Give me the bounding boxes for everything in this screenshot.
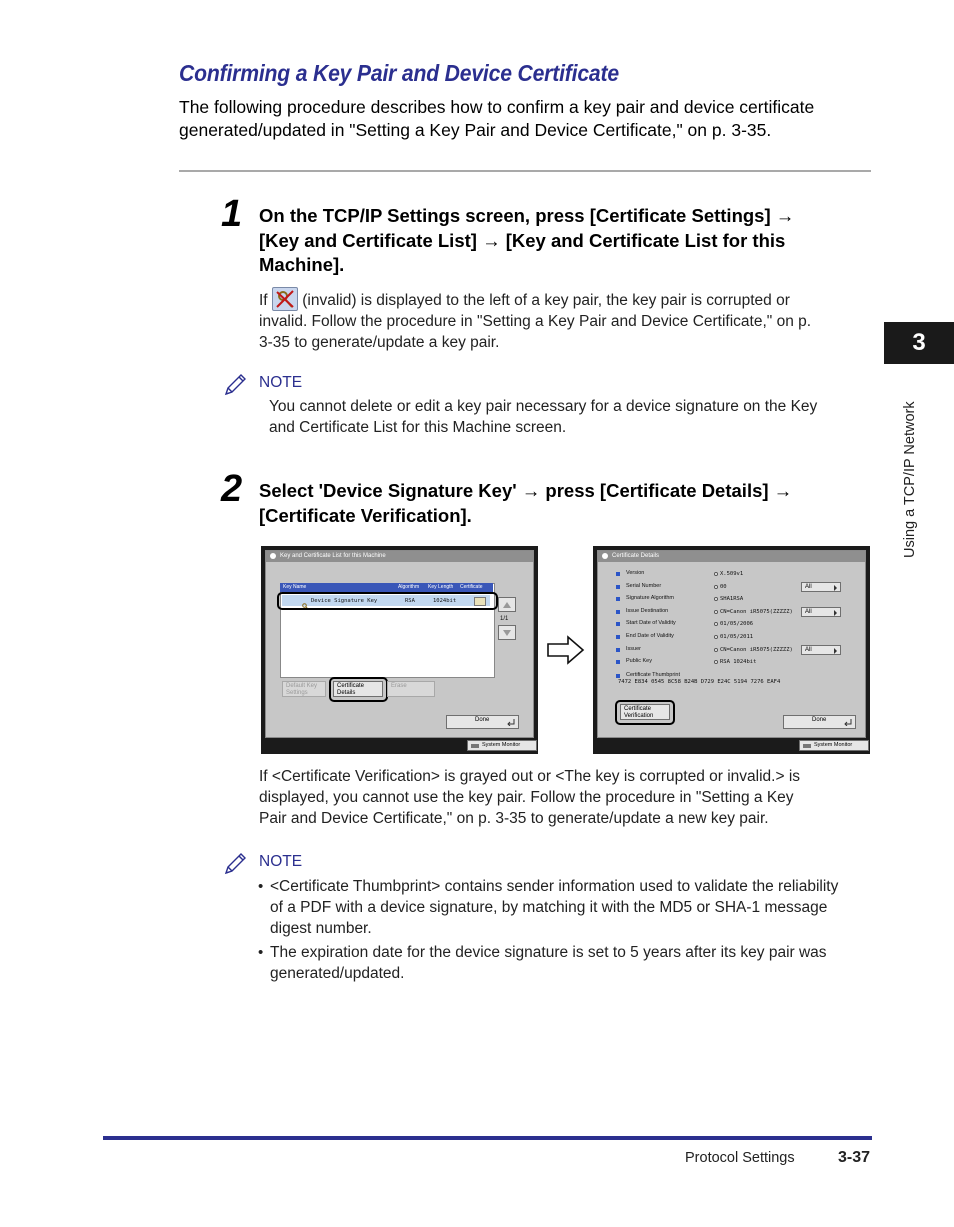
thumbprint-label: Certificate Thumbprint [626,672,681,678]
thumbprint-value: 7472 E834 0545 8C58 B24B D729 E24C 5194 7276 EAF4 [618,679,781,685]
arrow-right-small-icon [834,585,837,591]
key-list-panel [265,550,534,738]
highlight-verification [615,700,675,725]
table-row[interactable]: Device Signature Key RSA 1024bit [282,595,490,606]
field-value: SHA1RSA [720,596,744,603]
field-row [598,569,858,580]
field-value: CN=Canon iR5075(ZZZZZ) [720,646,793,653]
field-label: Issuer [626,645,641,652]
value-marker-icon [714,648,718,652]
list-header: Key Name Algorithm Key Length Certificate [280,583,493,592]
invalid-key-icon [272,287,298,311]
page-number: 3-37 [838,1149,871,1166]
system-monitor-button[interactable]: System Monitor [799,740,869,751]
intro-paragraph [179,96,879,142]
value-marker-icon [714,597,718,601]
footer-section: Protocol Settings [685,1150,795,1166]
field-row [598,632,858,643]
show-all-button[interactable]: All [801,582,841,592]
step-number: 2 [221,468,243,510]
field-bullet-icon [616,648,620,652]
certificate-details-button[interactable]: Certificate Details [333,681,383,697]
list-item: • <Certificate Thumbprint> contains sender information used to validate the reliability of a PDF with a device signature, by matching it with the MD5 or SHA-1 message digest number. [259,876,879,939]
field-label: Signature Algorithm [626,595,674,602]
field-label: Start Date of Validity [626,620,676,627]
monitor-icon [471,744,479,748]
highlight-details [329,677,388,702]
value-marker-icon [714,572,718,576]
field-bullet-icon [616,660,620,664]
field-label: Issue Destination [626,607,669,614]
intro-line: generated/updated in "Setting a Key Pair and Device Certificate," on p. 3-35. [179,120,772,140]
field-label: Serial Number [626,582,662,589]
field-bullet-icon [616,585,620,589]
step-body: If <Certificate Verification> is grayed out or <The key is corrupted or invalid.> is displayed, you cannot use the key pair. Follow the procedure in "Setting a Key Pair and Device Certificate," on p. 3-35 to generate/update a new key pair. [259,768,801,827]
field-value: 01/05/2006 [720,621,754,628]
field-label: Version [626,570,645,576]
step-instruction: Select 'Device Signature Key' → press [Certificate Details] → [Certificate Verification]. [259,480,793,526]
note-heading: NOTE [259,374,303,391]
field-value: X.509v1 [720,571,744,577]
list-item: • The expiration date for the device signature is set to 5 years after its key pair was generated/updated. [259,942,879,984]
page-indicator: 1/1 [500,616,509,622]
arrow-down-icon [502,629,512,637]
erase-button[interactable]: Erase [387,681,435,697]
default-key-settings-button[interactable]: Default Key Settings [282,681,326,697]
chapter-tab: 3 [884,322,954,364]
arrow-right-small-icon [834,648,837,654]
show-all-button[interactable]: All [801,607,841,617]
screenshot-certificate-details [593,546,870,754]
scroll-down-button[interactable] [498,625,516,640]
field-value: 01/05/2011 [720,634,754,640]
value-marker-icon [714,635,718,639]
step-number: 1 [221,193,243,235]
field-row [598,607,858,618]
done-button[interactable]: Done [446,715,519,729]
certificate-details-panel [597,550,866,738]
field-bullet-icon [616,597,620,601]
chapter-label: Using a TCP/IP Network [902,401,918,558]
step-instruction: On the TCP/IP Settings screen, press [Certificate Settings] → [Key and Certificate List] → [Key and Certificate List for this Machine]. [259,205,795,275]
system-monitor-button[interactable]: System Monitor [467,740,537,751]
intro-line: The following procedure describes how to confirm a key pair and device certificate [179,97,815,117]
field-label: End Date of Validity [626,633,674,639]
field-row [598,582,858,593]
show-all-button[interactable]: All [801,645,841,655]
monitor-icon [803,744,811,748]
field-bullet-icon [616,635,620,639]
scroll-up-button[interactable] [498,597,516,612]
pencil-icon [222,851,248,877]
field-row [598,594,858,605]
field-bullet-icon [616,622,620,626]
field-row [598,645,858,656]
section-divider [179,170,871,172]
arrow-up-icon [502,601,512,609]
arrow-right-small-icon [834,610,837,616]
field-row [598,657,858,668]
done-button[interactable]: Done [783,715,856,729]
value-marker-icon [714,660,718,664]
value-marker-icon [714,585,718,589]
highlight-row [277,592,498,610]
screenshot-key-list [261,546,538,754]
arrow-right-icon [546,634,586,666]
note-heading: NOTE [259,853,303,870]
certificate-verification-button[interactable]: Certificate Verification [620,704,670,720]
pencil-icon [222,372,248,398]
note-body: You cannot delete or edit a key pair necessary for a device signature on the Key and Certificate List for this Machine screen. [269,398,818,436]
field-value: RSA 1024bit [720,659,757,666]
enter-icon [507,719,515,726]
field-value: 00 [720,583,727,590]
note-list [259,876,879,984]
enter-icon [844,719,852,726]
value-marker-icon [714,610,718,614]
field-row [598,619,858,630]
footer-rule [103,1136,872,1140]
panel-title: Key and Certificate List for this Machine [266,551,533,562]
field-bullet-icon [616,572,620,576]
panel-title: Certificate Details [598,551,865,562]
field-label: Public Key [626,658,652,665]
value-marker-icon [714,622,718,626]
step-body: If (invalid) is displayed to the left of a key pair, the key pair is corrupted or invalid. Follow the procedure in "Setting a Key Pair and Device Certificate," on p. 3-35 to generate/update a key pair. [259,287,869,353]
field-bullet-icon [616,610,620,614]
field-value: CN=Canon iR5075(ZZZZZ) [720,608,793,615]
section-title: Confirming a Key Pair and Device Certificate [179,60,619,86]
